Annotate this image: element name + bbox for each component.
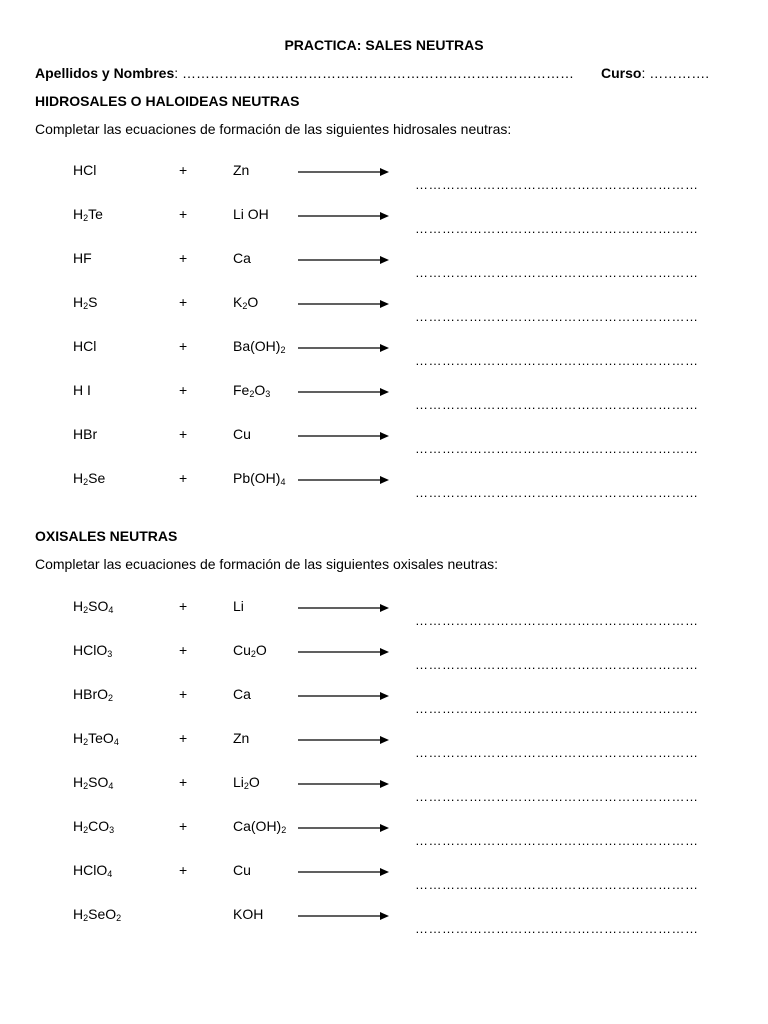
student-name-line — [35, 65, 574, 81]
answer-blank[interactable]: ……………………………………………………… — [415, 877, 699, 892]
answer-blank[interactable]: ……………………………………………………… — [415, 921, 699, 936]
reactant-base — [233, 642, 267, 659]
formula-part: H — [73, 906, 84, 922]
plus-sign: + — [179, 294, 188, 310]
answer-blank[interactable]: ……………………………………………………… — [415, 441, 699, 456]
formula-part: H — [73, 206, 84, 222]
reactant-acid — [73, 338, 96, 354]
plus-sign: + — [179, 818, 188, 834]
plus-sign: + — [179, 470, 188, 486]
course-label: Curso — [601, 65, 642, 81]
plus-sign: + — [179, 162, 188, 178]
subscript: 2 — [83, 301, 89, 311]
plus-sign: + — [179, 338, 188, 354]
subscript: 4 — [108, 605, 114, 615]
reactant-acid — [73, 470, 105, 487]
formula-part: O — [248, 774, 260, 790]
plus-sign: + — [179, 382, 188, 398]
reaction-arrow-icon — [298, 299, 390, 309]
subscript: 2 — [83, 913, 89, 923]
formula-part: O — [255, 642, 267, 658]
answer-blank[interactable]: ……………………………………………………… — [415, 657, 699, 672]
subscript: 4 — [108, 781, 114, 791]
formula-part: O — [254, 382, 266, 398]
name-label: Apellidos y Nombres — [35, 65, 175, 81]
formula-part: Zn — [233, 162, 250, 178]
answer-blank[interactable]: ……………………………………………………… — [415, 397, 699, 412]
formula-part: Li — [233, 598, 244, 614]
formula-part: S — [88, 294, 98, 310]
reactant-base — [233, 818, 286, 835]
plus-sign: + — [179, 250, 188, 266]
reactant-base — [233, 598, 244, 614]
reactant-acid — [73, 382, 91, 398]
formula-part: H — [73, 774, 84, 790]
plus-sign: + — [179, 774, 188, 790]
answer-blank[interactable]: ……………………………………………………… — [415, 221, 699, 236]
reactant-base — [233, 470, 285, 487]
formula-part: H — [73, 730, 84, 746]
reactant-acid — [73, 206, 103, 223]
formula-part: Ca — [233, 250, 251, 266]
formula-part: H — [73, 598, 84, 614]
reactant-base — [233, 686, 251, 702]
formula-part: Cu — [233, 426, 251, 442]
plus-sign: + — [179, 206, 188, 222]
reactant-acid — [73, 426, 97, 442]
formula-part: HCl — [73, 338, 97, 354]
subscript: 2 — [243, 781, 249, 791]
reactant-acid — [73, 686, 113, 703]
reaction-arrow-icon — [298, 823, 390, 833]
subscript: 2 — [108, 693, 114, 703]
formula-part: O — [247, 294, 259, 310]
section1-heading: HIDROSALES O HALOIDEAS NEUTRAS — [35, 93, 300, 109]
reactant-acid — [73, 162, 96, 178]
formula-part: H — [73, 818, 84, 834]
answer-blank[interactable]: ……………………………………………………… — [415, 833, 699, 848]
reactant-base — [233, 426, 251, 442]
name-blank[interactable]: : ………………………………………………………………………… — [174, 65, 575, 81]
formula-part: HBr — [73, 426, 98, 442]
subscript: 4 — [107, 869, 113, 879]
reactant-acid — [73, 774, 113, 791]
subscript: 2 — [83, 737, 89, 747]
subscript: 3 — [109, 825, 115, 835]
formula-part: Li — [233, 774, 244, 790]
subscript: 4 — [113, 737, 119, 747]
reaction-arrow-icon — [298, 691, 390, 701]
answer-blank[interactable]: ……………………………………………………… — [415, 701, 699, 716]
reaction-arrow-icon — [298, 431, 390, 441]
plus-sign: + — [179, 642, 188, 658]
reaction-arrow-icon — [298, 343, 390, 353]
subscript: 2 — [83, 825, 89, 835]
reactant-acid — [73, 730, 119, 747]
plus-sign: + — [179, 862, 188, 878]
subscript: 2 — [281, 825, 287, 835]
subscript: 2 — [242, 301, 248, 311]
formula-part: Cu — [233, 862, 251, 878]
formula-part: HCl — [73, 162, 97, 178]
plus-sign: + — [179, 598, 188, 614]
formula-part: Ba(OH) — [233, 338, 281, 354]
formula-part: TeO — [88, 730, 114, 746]
reactant-base — [233, 250, 251, 266]
subscript: 2 — [280, 345, 286, 355]
reactant-base — [233, 862, 251, 878]
course-line — [601, 65, 709, 81]
reaction-arrow-icon — [298, 911, 390, 921]
reaction-arrow-icon — [298, 603, 390, 613]
plus-sign: + — [179, 686, 188, 702]
answer-blank[interactable]: ……………………………………………………… — [415, 789, 699, 804]
subscript: 2 — [83, 605, 89, 615]
formula-part: Se — [88, 470, 106, 486]
reactant-base — [233, 162, 249, 178]
reactant-acid — [73, 294, 97, 311]
reactant-base — [233, 338, 285, 355]
formula-part: Fe — [233, 382, 250, 398]
reactant-base — [233, 906, 263, 922]
subscript: 2 — [250, 649, 256, 659]
formula-part: Te — [88, 206, 103, 222]
formula-part: Pb(OH) — [233, 470, 281, 486]
page-title: PRACTICA: SALES NEUTRAS — [284, 37, 484, 53]
reactant-acid — [73, 818, 114, 835]
formula-part: HF — [73, 250, 92, 266]
reaction-arrow-icon — [298, 387, 390, 397]
answer-blank[interactable]: ……………………………………………………… — [415, 353, 699, 368]
formula-part: Cu — [233, 642, 251, 658]
reactant-acid — [73, 250, 92, 266]
subscript: 3 — [265, 389, 271, 399]
answer-blank[interactable]: ……………………………………………………… — [415, 745, 699, 760]
formula-part: Li OH — [233, 206, 269, 222]
subscript: 4 — [280, 477, 286, 487]
answer-blank[interactable]: ……………………………………………………… — [415, 485, 699, 500]
formula-part: CO — [88, 818, 110, 834]
reactant-base — [233, 206, 269, 222]
reactant-acid — [73, 906, 121, 923]
answer-blank[interactable]: ……………………………………………………… — [415, 309, 699, 324]
formula-part: Ca(OH) — [233, 818, 282, 834]
reaction-arrow-icon — [298, 255, 390, 265]
subscript: 2 — [249, 389, 255, 399]
reaction-arrow-icon — [298, 211, 390, 221]
reaction-arrow-icon — [298, 647, 390, 657]
section2-heading: OXISALES NEUTRAS — [35, 528, 178, 544]
reactant-acid — [73, 642, 112, 659]
plus-sign: + — [179, 426, 188, 442]
formula-part: K — [233, 294, 243, 310]
answer-blank[interactable]: ……………………………………………………… — [415, 177, 699, 192]
plus-sign: + — [179, 730, 188, 746]
subscript: 2 — [83, 477, 89, 487]
reactant-base — [233, 294, 258, 311]
section1-instruction: Completar las ecuaciones de formación de las siguientes hidrosales neutras: — [35, 121, 512, 137]
formula-part: SO — [88, 774, 109, 790]
formula-part: SeO — [88, 906, 117, 922]
formula-part: HClO — [73, 862, 108, 878]
reactant-base — [233, 382, 270, 399]
subscript: 2 — [83, 781, 89, 791]
reaction-arrow-icon — [298, 475, 390, 485]
formula-part: HClO — [73, 642, 108, 658]
course-blank[interactable]: : …………. — [641, 65, 710, 81]
reaction-arrow-icon — [298, 779, 390, 789]
reaction-arrow-icon — [298, 735, 390, 745]
reactant-base — [233, 730, 249, 746]
reactant-base — [233, 774, 260, 791]
reaction-arrow-icon — [298, 867, 390, 877]
formula-part: HBrO — [73, 686, 108, 702]
formula-part: H — [73, 470, 84, 486]
reactant-acid — [73, 598, 113, 615]
formula-part: SO — [88, 598, 109, 614]
subscript: 2 — [83, 213, 89, 223]
section2-instruction: Completar las ecuaciones de formación de las siguientes oxisales neutras: — [35, 556, 499, 572]
subscript: 3 — [107, 649, 113, 659]
answer-blank[interactable]: ……………………………………………………… — [415, 265, 699, 280]
formula-part: H — [73, 294, 84, 310]
formula-part: Ca — [233, 686, 251, 702]
formula-part: Zn — [233, 730, 250, 746]
reaction-arrow-icon — [298, 167, 390, 177]
reactant-acid — [73, 862, 112, 879]
formula-part: H I — [73, 382, 91, 398]
answer-blank[interactable]: ……………………………………………………… — [415, 613, 699, 628]
subscript: 2 — [116, 913, 122, 923]
formula-part: KOH — [233, 906, 264, 922]
